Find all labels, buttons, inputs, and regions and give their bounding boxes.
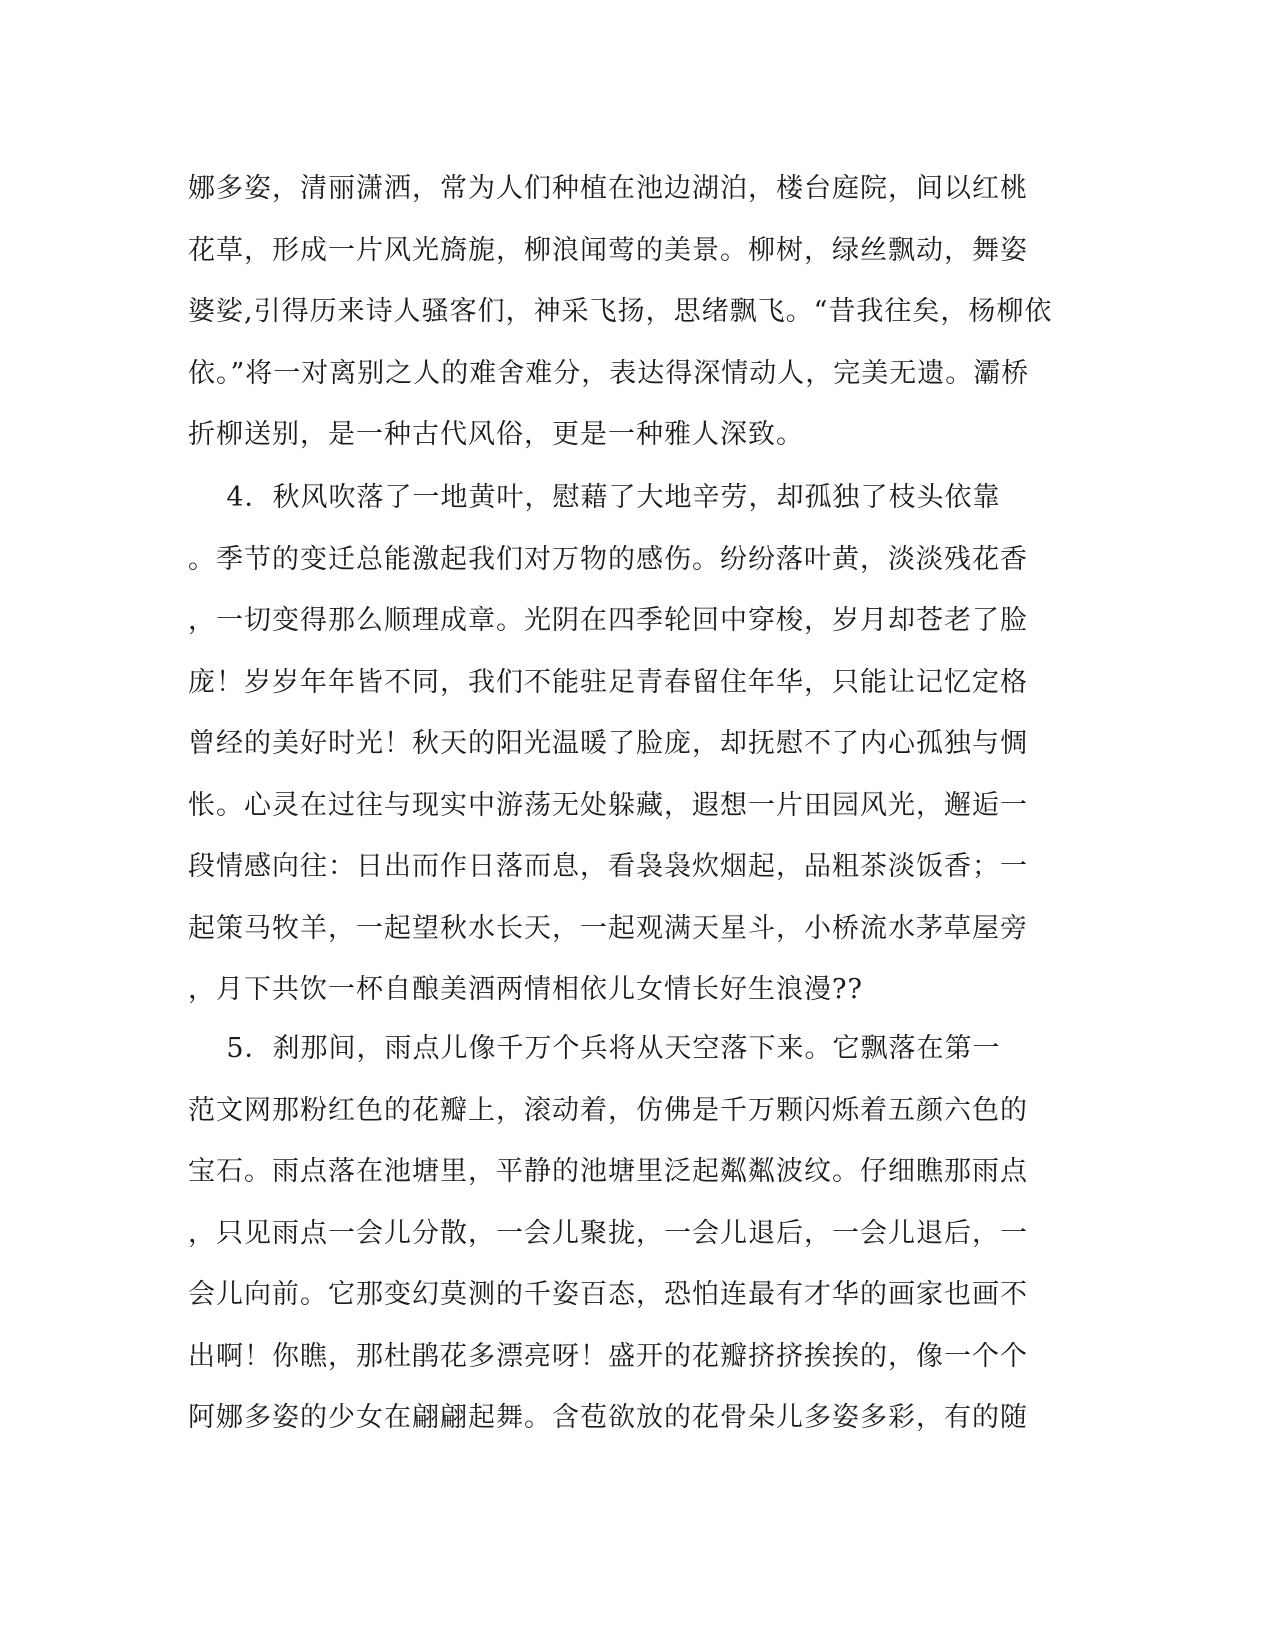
text-line: 曾经的美好时光！秋天的阳光温暖了脸庞，却抚慰不了内心孤独与惆 — [188, 728, 1028, 759]
text-line: 4．秋风吹落了一地黄叶，慰藉了大地辛劳，却孤独了枝头依靠 — [188, 482, 1001, 513]
text-line: 庞！岁岁年年皆不同，我们不能驻足青春留住年华，只能让记忆定格 — [188, 666, 1028, 698]
text-line: 依。”将一对离别之人的难舍难分，表达得深情动人，完美无遗。灞桥 — [188, 357, 1030, 389]
text-line: 范文网那粉红色的花瓣上，滚动着，仿佛是千万颗闪烁着五颜六色的 — [188, 1094, 1028, 1126]
text-line: 怅。心灵在过往与现实中游荡无处躲藏，遐想一片田园风光，邂逅一 — [188, 789, 1028, 821]
text-line: 阿娜多姿的少女在翩翩起舞。含苞欲放的花骨朵儿多姿多彩，有的随 — [188, 1402, 1028, 1433]
text-line: 5．刹那间，雨点儿像千万个兵将从天空落下来。它飘落在第一 — [188, 1033, 1001, 1064]
text-line: 出啊！你瞧，那杜鹃花多漂亮呀！盛开的花瓣挤挤挨挨的，像一个个 — [188, 1340, 1028, 1372]
paragraph-5-rain — [188, 1018, 1088, 1449]
text-line: ，只见雨点一会儿分散，一会儿聚拢，一会儿退后，一会儿退后，一 — [188, 1217, 1028, 1249]
text-line: 娜多姿，清丽潇洒，常为人们种植在池边湖泊，楼台庭院，间以红桃 — [188, 173, 1028, 204]
text-line: 婆娑,引得历来诗人骚客们，神采飞扬，思绪飘飞。“昔我往矣，杨柳依 — [188, 296, 1053, 327]
text-line: 会儿向前。它那变幻莫测的千姿百态，恐怕连最有才华的画家也画不 — [188, 1279, 1028, 1310]
text-line: ，一切变得那么顺理成章。光阴在四季轮回中穿梭，岁月却苍老了脸 — [188, 605, 1028, 636]
paragraph-4-autumn — [188, 467, 1088, 1021]
text-line: 折柳送别，是一种古代风俗，更是一种雅人深致。 — [188, 419, 804, 450]
paragraph-willow — [188, 158, 1088, 466]
text-line: 段情感向往：日出而作日落而息，看袅袅炊烟起，品粗茶淡饭香；一 — [188, 851, 1028, 882]
text-line: ，月下共饮一杯自酿美酒两情相依儿女情长好生浪漫?? — [188, 974, 863, 1005]
text-line: 起策马牧羊，一起望秋水长天，一起观满天星斗，小桥流水茅草屋旁 — [188, 912, 1028, 944]
text-line: 宝石。雨点落在池塘里，平静的池塘里泛起粼粼波纹。仔细瞧那雨点 — [188, 1156, 1028, 1187]
text-line: 。季节的变迁总能激起我们对万物的感伤。纷纷落叶黄，淡淡残花香 — [188, 543, 1028, 575]
text-line: 花草，形成一片风光旖旎，柳浪闻莺的美景。柳树，绿丝飘动，舞姿 — [188, 234, 1028, 266]
